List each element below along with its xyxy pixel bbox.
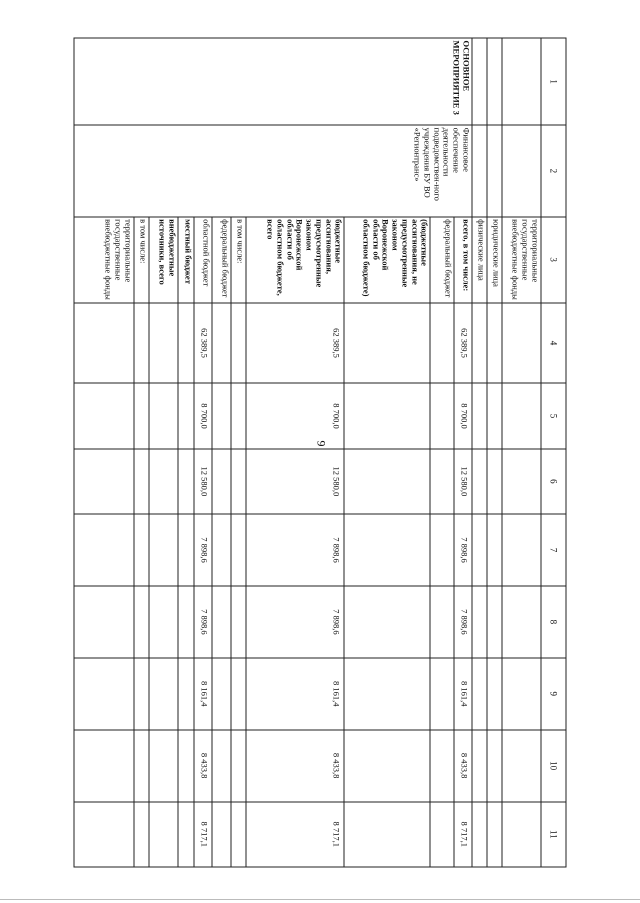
value-cell bbox=[134, 302, 149, 383]
value-cell bbox=[472, 302, 487, 383]
value-cell bbox=[212, 302, 231, 383]
value-cell bbox=[149, 801, 178, 866]
value-cell bbox=[487, 729, 502, 801]
row-label: внебюджетные источники, всего bbox=[149, 216, 178, 302]
value-cell bbox=[212, 383, 231, 448]
row-label: в том числе: bbox=[231, 216, 246, 302]
value-cell: 7 898,6 bbox=[454, 585, 472, 657]
header-row bbox=[541, 38, 566, 867]
header-cell: 6 bbox=[541, 448, 566, 513]
value-cell bbox=[487, 514, 502, 586]
row-label: в том числе: bbox=[134, 216, 149, 302]
budget-table bbox=[74, 37, 567, 867]
value-cell bbox=[502, 657, 541, 729]
value-cell bbox=[212, 514, 231, 586]
table-row bbox=[502, 38, 541, 867]
header-cell: 3 bbox=[541, 216, 566, 302]
value-cell bbox=[344, 448, 430, 513]
value-cell bbox=[472, 514, 487, 586]
value-cell bbox=[212, 657, 231, 729]
value-cell bbox=[212, 448, 231, 513]
value-cell bbox=[178, 302, 195, 383]
value-cell bbox=[231, 514, 246, 586]
empty-cell bbox=[487, 38, 502, 125]
value-cell: 12 580,0 bbox=[454, 448, 472, 513]
value-cell bbox=[149, 585, 178, 657]
value-cell: 8 700,0 bbox=[454, 383, 472, 448]
header-cell: 11 bbox=[541, 801, 566, 866]
value-cell bbox=[134, 657, 149, 729]
table-row bbox=[454, 38, 472, 867]
value-cell bbox=[74, 801, 134, 866]
row-label: (бюджетные ассигнования, не предусмотренные законом Воронежской области об областном бюджете) bbox=[344, 216, 430, 302]
value-cell bbox=[430, 302, 454, 383]
value-cell bbox=[502, 514, 541, 586]
value-cell: 8 700,0 bbox=[246, 383, 344, 448]
value-cell bbox=[74, 514, 134, 586]
empty-cell bbox=[472, 125, 487, 217]
value-cell: 8 717,1 bbox=[246, 801, 344, 866]
value-cell bbox=[178, 585, 195, 657]
empty-cell bbox=[502, 125, 541, 217]
empty-cell bbox=[472, 38, 487, 125]
row-label: юридические лица bbox=[487, 216, 502, 302]
value-cell bbox=[472, 585, 487, 657]
value-cell bbox=[502, 801, 541, 866]
value-cell bbox=[149, 729, 178, 801]
value-cell bbox=[502, 448, 541, 513]
value-cell bbox=[231, 657, 246, 729]
value-cell bbox=[430, 657, 454, 729]
value-cell bbox=[344, 801, 430, 866]
value-cell bbox=[149, 448, 178, 513]
value-cell: 8 700,0 bbox=[194, 383, 212, 448]
table-body bbox=[74, 38, 541, 867]
value-cell bbox=[430, 448, 454, 513]
value-cell bbox=[134, 585, 149, 657]
value-cell bbox=[134, 729, 149, 801]
value-cell bbox=[472, 448, 487, 513]
row-label: областной бюджет bbox=[194, 216, 212, 302]
value-cell: 8 433,8 bbox=[194, 729, 212, 801]
value-cell bbox=[134, 448, 149, 513]
value-cell bbox=[472, 801, 487, 866]
value-cell: 7 898,6 bbox=[194, 514, 212, 586]
value-cell bbox=[74, 585, 134, 657]
value-cell bbox=[502, 729, 541, 801]
value-cell bbox=[74, 729, 134, 801]
value-cell: 8 433,8 bbox=[454, 729, 472, 801]
value-cell bbox=[487, 383, 502, 448]
value-cell bbox=[149, 383, 178, 448]
header-cell: 8 bbox=[541, 585, 566, 657]
value-cell bbox=[487, 448, 502, 513]
value-cell: 7 898,6 bbox=[194, 585, 212, 657]
value-cell: 8 433,8 bbox=[246, 729, 344, 801]
empty-cell bbox=[502, 38, 541, 125]
value-cell bbox=[472, 383, 487, 448]
table-row bbox=[472, 38, 487, 867]
header-cell: 10 bbox=[541, 729, 566, 801]
value-cell: 8 161,4 bbox=[246, 657, 344, 729]
value-cell bbox=[231, 585, 246, 657]
value-cell: 62 389,5 bbox=[194, 302, 212, 383]
value-cell bbox=[344, 302, 430, 383]
row-label: территориальные государственные внебюджетные фонды bbox=[502, 216, 541, 302]
empty-cell bbox=[487, 125, 502, 217]
value-cell bbox=[74, 302, 134, 383]
row-label: федеральный бюджет bbox=[430, 216, 454, 302]
row-label: федеральный бюджет bbox=[212, 216, 231, 302]
measure-name: ОСНОВНОЕ МЕРОПРИЯТИЕ 3 bbox=[74, 38, 472, 125]
row-label: местный бюджет bbox=[178, 216, 195, 302]
value-cell bbox=[212, 585, 231, 657]
value-cell bbox=[430, 585, 454, 657]
value-cell bbox=[74, 383, 134, 448]
header-cell: 4 bbox=[541, 302, 566, 383]
value-cell bbox=[149, 302, 178, 383]
value-cell bbox=[231, 448, 246, 513]
value-cell bbox=[178, 657, 195, 729]
value-cell bbox=[472, 729, 487, 801]
value-cell bbox=[231, 729, 246, 801]
measure-description: Финансовое обеспечение деятельности подведомствен-ного учреждения БУ ВО «Регионтранс» bbox=[74, 125, 472, 217]
value-cell: 62 389,5 bbox=[246, 302, 344, 383]
value-cell bbox=[231, 801, 246, 866]
value-cell bbox=[487, 801, 502, 866]
value-cell: 7 898,6 bbox=[454, 514, 472, 586]
value-cell bbox=[430, 729, 454, 801]
value-cell bbox=[178, 729, 195, 801]
value-cell bbox=[430, 514, 454, 586]
value-cell bbox=[149, 514, 178, 586]
row-label: всего, в том числе: bbox=[454, 216, 472, 302]
value-cell: 8 717,1 bbox=[194, 801, 212, 866]
value-cell bbox=[231, 383, 246, 448]
value-cell bbox=[74, 657, 134, 729]
row-label: территориальные государственные внебюджетные фонды bbox=[74, 216, 134, 302]
value-cell bbox=[344, 383, 430, 448]
value-cell bbox=[344, 657, 430, 729]
value-cell bbox=[344, 514, 430, 586]
value-cell bbox=[430, 383, 454, 448]
value-cell bbox=[134, 801, 149, 866]
value-cell bbox=[502, 383, 541, 448]
value-cell bbox=[502, 585, 541, 657]
value-cell bbox=[74, 448, 134, 513]
value-cell: 8 161,4 bbox=[194, 657, 212, 729]
row-label: физические лица bbox=[472, 216, 487, 302]
value-cell bbox=[344, 729, 430, 801]
value-cell bbox=[178, 383, 195, 448]
value-cell: 12 580,0 bbox=[246, 448, 344, 513]
value-cell bbox=[178, 448, 195, 513]
value-cell: 8 717,1 bbox=[454, 801, 472, 866]
header-cell: 7 bbox=[541, 514, 566, 586]
value-cell: 12 580,0 bbox=[194, 448, 212, 513]
header-cell: 5 bbox=[541, 383, 566, 448]
value-cell: 8 161,4 bbox=[454, 657, 472, 729]
value-cell bbox=[487, 302, 502, 383]
header-cell: 9 bbox=[541, 657, 566, 729]
value-cell bbox=[212, 801, 231, 866]
value-cell: 7 898,6 bbox=[246, 585, 344, 657]
header-cell: 2 bbox=[541, 125, 566, 217]
value-cell bbox=[430, 801, 454, 866]
value-cell bbox=[178, 801, 195, 866]
value-cell bbox=[134, 514, 149, 586]
header-cell: 1 bbox=[541, 38, 566, 125]
value-cell bbox=[472, 657, 487, 729]
page-number: 9 bbox=[314, 440, 329, 447]
value-cell bbox=[178, 514, 195, 586]
value-cell bbox=[212, 729, 231, 801]
table-row bbox=[487, 38, 502, 867]
value-cell bbox=[344, 585, 430, 657]
row-label: бюджетные ассигнования, предусмотренные законом Воронежской области об областном бюджете, всего bbox=[246, 216, 344, 302]
rotated-table-container bbox=[74, 37, 567, 867]
bottom-rule bbox=[0, 899, 640, 900]
value-cell: 62 389,5 bbox=[454, 302, 472, 383]
value-cell bbox=[502, 302, 541, 383]
value-cell bbox=[231, 302, 246, 383]
value-cell bbox=[134, 383, 149, 448]
value-cell: 7 898,6 bbox=[246, 514, 344, 586]
value-cell bbox=[487, 585, 502, 657]
value-cell bbox=[487, 657, 502, 729]
value-cell bbox=[149, 657, 178, 729]
